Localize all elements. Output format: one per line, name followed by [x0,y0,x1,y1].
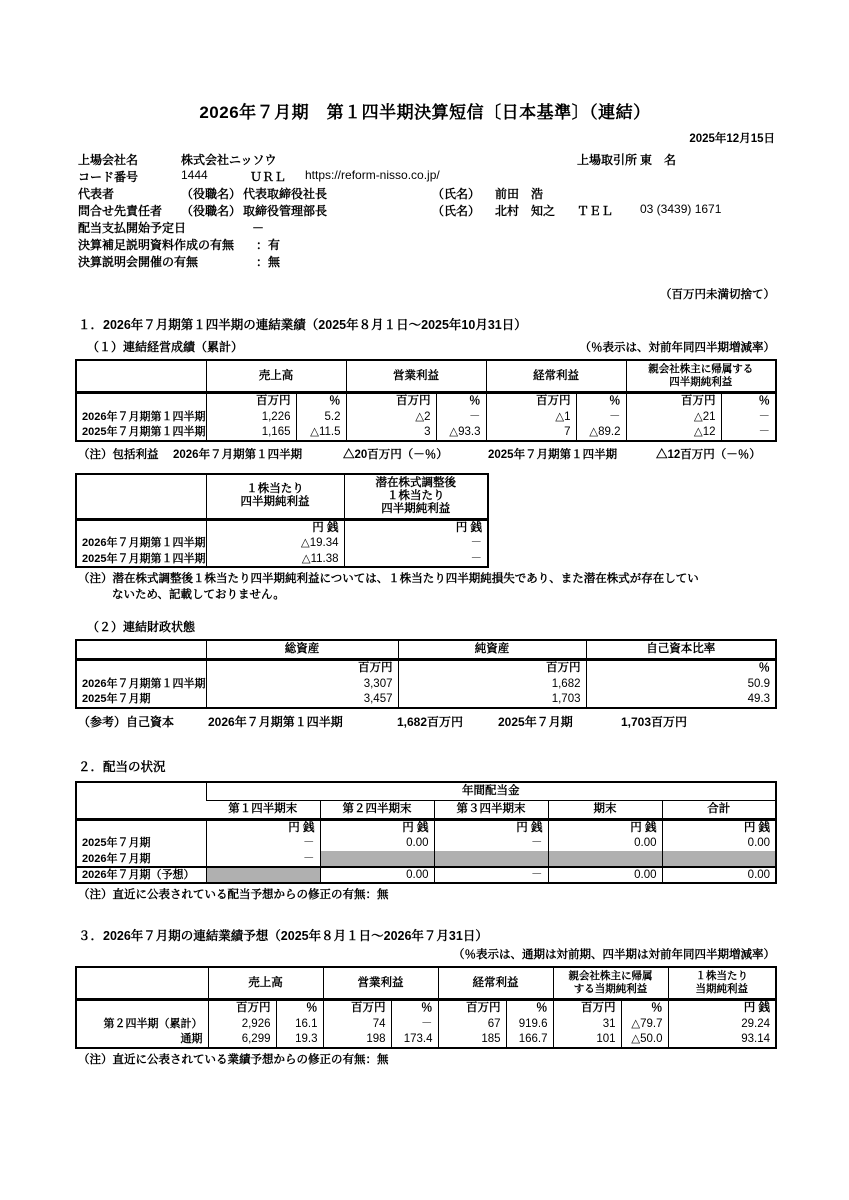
table-cell: 0.00 [662,835,776,851]
contact-label: 問合せ先責任者 [78,204,163,218]
table-cell: 173.4 [391,1032,438,1048]
total-header: 合計 [662,800,776,819]
unit-cell: 円 銭 [320,819,434,835]
table-cell: 5.2 [296,409,346,425]
table-cell: 29.24 [668,1016,776,1032]
forecast-net-income-line1: 親会社株主に帰属 [568,970,653,982]
forecast-corner-cell [76,967,208,1000]
table-cell: 50.9 [586,676,776,692]
table-cell-blank [662,851,776,867]
info-row-representative [75,184,775,201]
results-table [75,359,777,442]
table-row [76,867,776,883]
representative-role: 代表取締役社長 [243,187,328,201]
forecast-header-row [76,967,776,1000]
table-cell: 3 [346,425,436,441]
unit-cell: ％ [621,1000,668,1016]
total-assets-header: 総資産 [206,640,398,660]
table-cell: 2,926 [208,1016,276,1032]
row-label: 2026年７月期第１四半期 [82,537,206,549]
table-cell: 3,457 [206,692,398,708]
table-cell: △12 [626,425,721,441]
table-cell: △19.34 [206,535,344,551]
dividends-table [75,781,777,885]
unit-cell: 百万円 [206,393,296,409]
contact-role-label: （役職名） [181,204,242,218]
supplementary-value: 有 [268,238,281,252]
q1-end-header: 第１四半期末 [206,800,320,819]
table-cell: － [436,409,486,425]
table-row [76,1032,776,1048]
dividends-group-header-row [76,782,776,801]
eps-note-line2: ないため、記載しておりません。 [112,589,285,601]
annual-dividend-header: 年間配当金 [206,782,776,801]
table-cell: 1,703 [398,692,586,708]
table-cell: － [391,1016,438,1032]
exchange-label: 上場取引所 [577,153,638,167]
table-cell: 198 [323,1032,391,1048]
note-head: （参考）自己資本 [78,714,175,729]
table-cell: △79.7 [621,1016,668,1032]
per-share-unit-row [76,519,488,535]
table-cell: 74 [323,1016,391,1032]
representative-name: 前田 浩 [495,187,544,201]
forecast-operating-header: 営業利益 [323,967,438,1000]
forecast-eps-line2: 当期純利益 [695,983,748,995]
contact-name: 北村 知之 [495,204,556,218]
section1-pct-note: （％表示は、対前年同四半期増減率） [579,342,775,354]
results-header-ordinary: 経常利益 [486,360,626,393]
table-cell: 19.3 [276,1032,323,1048]
table-cell: 0.00 [662,867,776,883]
financial-header-row [76,640,776,660]
results-unit-row [76,393,776,409]
note-value: △20百万円（－％） [343,448,448,461]
unit-cell: 百万円 [398,660,586,676]
unit-cell: 百万円 [208,1000,276,1016]
row-label: 2025年７月期 [82,693,151,705]
financial-position-table [75,639,777,709]
equity-ratio-header: 自己資本比率 [586,640,776,660]
supplementary-label: 決算補足説明資料作成の有無 [78,238,235,252]
table-cell: △89.2 [576,425,626,441]
per-share-header-row [76,474,488,520]
section1-sub2-heading: （２）連結財政状態 [87,620,196,634]
section3-heading: ３．2026年７月期の連結業績予想（2025年８月１日～2026年７月31日） [78,929,488,943]
section1-sub1-row [75,338,775,355]
unit-cell: ％ [276,1000,323,1016]
unit-cell: 百万円 [626,393,721,409]
diluted-header-line3: 四半期純利益 [381,502,451,515]
per-share-corner-cell [76,474,206,520]
results-header-row [76,360,776,393]
table-cell: 185 [438,1032,506,1048]
note-value: 1,682百万円 [397,714,464,729]
row-label: 2026年７月期第１四半期 [82,410,206,423]
info-row-contact [75,201,775,218]
briefing-value: 無 [268,255,281,269]
url-label: ＵＲＬ [250,170,287,184]
table-cell: 101 [553,1032,621,1048]
forecast-eps-line1: １株当たり [695,970,748,982]
briefing-colon: ： [256,255,269,269]
table-cell: 1,682 [398,676,586,692]
table-cell: － [344,535,488,551]
table-cell: △21 [626,409,721,425]
table-cell: 919.6 [506,1016,553,1032]
forecast-net-income-line2: する当期純利益 [573,983,648,995]
row-label: 2025年７月期 [82,837,151,849]
table-row [76,535,488,551]
note-period: 2026年７月期第１四半期 [208,714,343,729]
dividends-unit-row [76,819,776,835]
company-info-block [75,150,775,269]
note-value: 1,703百万円 [621,714,688,729]
per-share-diluted-header [344,474,488,520]
unit-cell: ％ [436,393,486,409]
table-cell: 0.00 [548,867,662,883]
unit-cell: ％ [576,393,626,409]
row-label: 第２四半期（累計） [103,1017,203,1030]
table-cell-blank [434,851,548,867]
contact-role: 取締役管理部長 [243,204,328,218]
note-value: △12百万円（－％） [656,448,761,461]
table-cell: 67 [438,1016,506,1032]
table-cell: 166.7 [506,1032,553,1048]
table-cell: － [434,835,548,851]
dividend-pay-date-value: － [252,221,265,235]
forecast-note: （注）直近に公表されている業績予想からの修正の有無：無 [78,1053,389,1066]
document-date: 2025年12月15日 [689,133,775,145]
unit-cell: ％ [391,1000,438,1016]
dividends-corner-cell [76,782,206,820]
unit-cell: 百万円 [323,1000,391,1016]
info-row-company [75,150,775,167]
table-row [76,851,776,867]
unit-cell: 円 銭 [206,819,320,835]
dividend-pay-date-label: 配当支払開始予定日 [78,221,187,235]
per-share-table [75,473,489,569]
eps-header-line1: １株当たり [246,483,304,495]
unit-cell: ％ [506,1000,553,1016]
forecast-sales-header: 売上高 [208,967,323,1000]
table-cell: 7 [486,425,576,441]
forecast-ordinary-header: 経常利益 [438,967,553,1000]
tel-number: 03 (3439) 1671 [640,202,722,216]
dividend-note: （注）直近に公表されている配当予想からの修正の有無：無 [78,889,389,901]
table-cell: 1,165 [206,425,296,441]
exchange-value: 東 名 [640,153,677,167]
table-cell: 49.3 [586,692,776,708]
row-label: 2025年７月期第１四半期 [82,426,206,438]
table-cell: △50.0 [621,1032,668,1048]
unit-cell: ％ [586,660,776,676]
financial-corner-cell [76,640,206,660]
supplementary-colon: ： [256,238,269,252]
table-cell: △93.3 [436,425,486,441]
row-label: 2026年７月期第１四半期 [82,677,206,690]
unit-cell: 百万円 [486,393,576,409]
unit-cell: 百万円 [553,1000,621,1016]
table-cell: － [434,867,548,883]
table-cell: △2 [346,409,436,425]
section2-heading: ２．配当の状況 [78,759,166,774]
url-value: https://reform-nisso.co.jp/ [305,168,440,182]
table-row [76,409,776,425]
unit-cell: 円 銭 [434,819,548,835]
unit-cell: 円 銭 [668,1000,776,1016]
representative-name-label: （氏名） [432,187,481,201]
table-row [76,425,776,441]
results-header-net-income-line1: 親会社株主に帰属する [648,363,754,375]
info-row-code [75,167,775,184]
table-cell-blank [548,851,662,867]
table-cell-blank [320,851,434,867]
table-row [76,1016,776,1032]
per-share-eps-header [206,474,344,520]
eps-note-line1: （注）潜在株式調整後１株当たり四半期純利益については、１株当たり四半期純損失であり、また潜在株式が存在してい [78,573,699,585]
table-row [76,676,776,692]
note-period: 2025年７月期第１四半期 [488,448,618,461]
unit-cell: ％ [721,393,776,409]
table-cell: － [344,551,488,567]
note-head: （注）包括利益 [78,448,159,461]
note-period: 2025年７月期 [498,714,573,729]
table-cell: △1 [486,409,576,425]
q2-end-header: 第２四半期末 [320,800,434,819]
contact-name-label: （氏名） [432,204,481,218]
row-label: 2026年７月期（予想） [76,867,206,883]
table-row [76,551,488,567]
section1-heading: １．2026年７月期第１四半期の連結業績（2025年８月１日～2025年10月31日） [78,318,527,332]
table-cell: － [721,409,776,425]
row-label: 通期 [180,1033,203,1045]
eps-header-line2: 四半期純利益 [240,496,310,508]
unit-cell: 円 銭 [548,819,662,835]
representative-label: 代表者 [78,187,115,201]
table-cell: 6,299 [208,1032,276,1048]
table-cell: 31 [553,1016,621,1032]
rounding-note: （百万円未満切捨て） [660,289,775,301]
table-cell: － [206,835,320,851]
diluted-header-line1: 潜在株式調整後 [375,476,456,489]
unit-cell: 円 銭 [344,519,488,535]
results-header-sales: 売上高 [206,360,346,393]
table-cell: 93.14 [668,1032,776,1048]
code-label: コード番号 [78,170,139,184]
unit-cell: ％ [296,393,346,409]
unit-cell: 円 銭 [662,819,776,835]
table-cell-blank [206,867,320,883]
unit-cell: 百万円 [346,393,436,409]
financial-unit-row [76,660,776,676]
table-cell: － [576,409,626,425]
equity-reference-note [75,711,775,727]
results-header-operating: 営業利益 [346,360,486,393]
results-header-net-income [626,360,776,393]
info-row-dividend-date [75,218,775,235]
table-cell: 16.1 [276,1016,323,1032]
comprehensive-income-note [75,444,775,460]
unit-cell: 円 銭 [206,519,344,535]
page-title: 2026年７月期 第１四半期決算短信〔日本基準〕（連結） [199,103,651,122]
table-row [76,835,776,851]
table-row [76,692,776,708]
company-name: 株式会社ニッソウ [181,153,277,167]
table-cell: 0.00 [548,835,662,851]
info-row-supplementary [75,235,775,252]
note-period: 2026年７月期第１四半期 [173,448,303,461]
unit-cell: 百万円 [206,660,398,676]
forecast-net-income-header [553,967,668,1000]
unit-cell: 百万円 [438,1000,506,1016]
info-row-briefing [75,252,775,269]
briefing-label: 決算説明会開催の有無 [78,255,199,269]
table-cell: － [206,851,320,867]
table-cell: △11.38 [206,551,344,567]
table-cell: 0.00 [320,867,434,883]
tel-label: ＴＥＬ [577,204,614,218]
section1-sub1-heading: （１）連結経営成績（累計） [87,340,244,354]
forecast-unit-row [76,1000,776,1016]
forecast-table [75,966,777,1049]
table-cell: － [721,425,776,441]
results-header-net-income-line2: 四半期純利益 [669,376,733,388]
q3-end-header: 第３四半期末 [434,800,548,819]
results-corner-cell [76,360,206,393]
representative-role-label: （役職名） [181,187,242,201]
section3-pct-note: （％表示は、通期は対前期、四半期は対前年同四半期増減率） [453,949,775,961]
diluted-header-line2: １株当たり [387,489,445,502]
table-cell: 0.00 [320,835,434,851]
company-name-label: 上場会社名 [78,153,139,167]
year-end-header: 期末 [548,800,662,819]
code-value: 1444 [181,168,208,182]
net-assets-header: 純資産 [398,640,586,660]
table-cell: 3,307 [206,676,398,692]
table-cell: 1,226 [206,409,296,425]
row-label: 2025年７月期第１四半期 [82,552,206,565]
row-label: 2026年７月期 [82,852,151,865]
table-cell: △11.5 [296,425,346,441]
forecast-eps-header [668,967,776,1000]
